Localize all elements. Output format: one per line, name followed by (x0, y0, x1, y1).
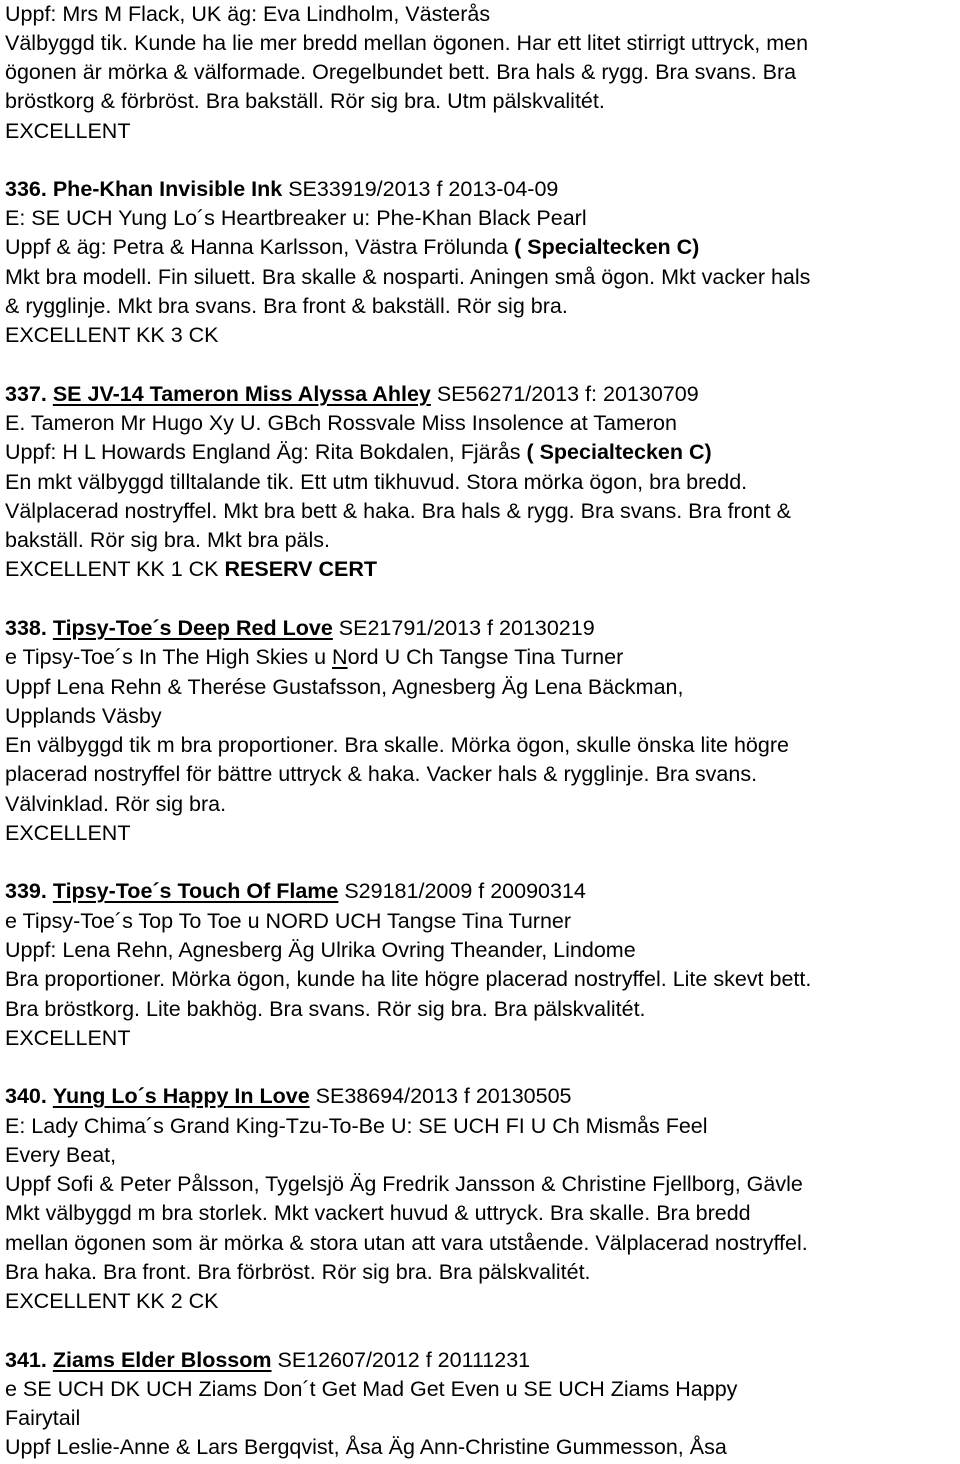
entry-338-heading (5, 614, 954, 643)
prev-critique-line-1: Välbyggd tik. Kunde ha lie mer bredd mellan ögonen. Har ett litet stirrigt uttryck, men (5, 31, 809, 55)
entry-339-parents: e Tipsy-Toe´s Top To Toe u NORD UCH Tangse Tina Turner (5, 909, 572, 933)
entry-338-result: EXCELLENT (5, 821, 131, 845)
entry-337-heading (5, 380, 954, 409)
prev-critique-line-3: bröstkorg & förbröst. Bra bakställ. Rör sig bra. Utm pälskvalitét. (5, 89, 605, 113)
certificate: RESERV CERT (224, 557, 378, 581)
dog-name: Ziams Elder Blossom (52, 1348, 272, 1372)
entry-340-parents-1: E: Lady Chima´s Grand King-Tzu-To-Be U: SE UCH FI U Ch Mismås Feel (5, 1114, 708, 1138)
prev-owner-line: Uppf: Mrs M Flack, UK äg: Eva Lindholm, Västerås (5, 2, 491, 26)
dog-name: Yung Lo´s Happy In Love (52, 1084, 310, 1108)
entry-number: 337. (5, 382, 47, 406)
entry-number: 339. (5, 879, 47, 903)
entry-339-critique-1: Bra proportioner. Mörka ögon, kunde ha lite högre placerad nostryffel. Lite skevt bett. (5, 967, 812, 991)
entry-338-parents: e Tipsy-Toe´s In The High Skies u Nord U Ch Tangse Tina Turner (5, 645, 624, 669)
entry-340-critique-1: Mkt välbyggd m bra storlek. Mkt vackert huvud & uttryck. Bra skalle. Bra bredd (5, 1201, 751, 1225)
entry-338-critique-3: Välvinklad. Rör sig bra. (5, 792, 227, 816)
prev-result: EXCELLENT (5, 119, 131, 143)
entry-339-critique-2: Bra bröstkorg. Lite bakhög. Bra svans. Rör sig bra. Bra pälskvalitét. (5, 997, 646, 1021)
entry-340-critique-3: Bra haka. Bra front. Bra förbröst. Rör sig bra. Bra pälskvalitét. (5, 1260, 591, 1284)
entry-340-critique-2: mellan ögonen som är mörka & stora utan att vara utstående. Välplacerad nostryffel. (5, 1231, 808, 1255)
entry-number: 340. (5, 1084, 47, 1108)
registration: SE38694/2013 f 20130505 (315, 1084, 572, 1108)
registration: SE33919/2013 f 2013-04-09 (288, 177, 559, 201)
registration: S29181/2009 f 20090314 (344, 879, 586, 903)
dog-name: Phe-Khan Invisible Ink (52, 177, 283, 201)
entry-337-result: EXCELLENT KK 1 CK RESERV CERT (5, 557, 378, 581)
entry-337-parents: E. Tameron Mr Hugo Xy U. GBch Rossvale Miss Insolence at Tameron (5, 411, 677, 435)
entry-336-result: EXCELLENT KK 3 CK (5, 323, 219, 347)
prev-critique-line-2: ögonen är mörka & välformade. Oregelbundet bett. Bra hals & rygg. Bra svans. Bra (5, 60, 797, 84)
entry-340-parents-2: Every Beat, (5, 1143, 117, 1167)
entry-337-owner: Uppf: H L Howards England Äg: Rita Bokdalen, Fjärås ( Specialtecken C) (5, 440, 712, 464)
entry-337-critique-1: En mkt välbyggd tilltalande tik. Ett utm tikhuvud. Stora mörka ögon, bra bredd. (5, 470, 748, 494)
dog-name: Tipsy-Toe´s Touch Of Flame (52, 879, 339, 903)
entry-338-owner-1: Uppf Lena Rehn & Therése Gustafsson, Agnesberg Äg Lena Bäckman, (5, 675, 684, 699)
entry-337-critique-3: bakställ. Rör sig bra. Mkt bra päls. (5, 528, 331, 552)
entry-337-critique-2: Välplacerad nostryffel. Mkt bra bett & haka. Bra hals & rygg. Bra svans. Bra front & (5, 499, 791, 523)
entry-341-owner: Uppf Leslie-Anne & Lars Bergqvist, Åsa Äg Ann-Christine Gummesson, Åsa (5, 1435, 727, 1459)
entry-336-owner: Uppf & äg: Petra & Hanna Karlsson, Västra Frölunda ( Specialtecken C) (5, 235, 700, 259)
entry-341-parents-2: Fairytail (5, 1406, 81, 1430)
entry-number: 336. (5, 177, 47, 201)
entry-341-parents-1: e SE UCH DK UCH Ziams Don´t Get Mad Get Even u SE UCH Ziams Happy (5, 1377, 738, 1401)
entry-number: 338. (5, 616, 47, 640)
special-mark: ( Specialtecken C) (514, 235, 700, 259)
dog-name: Tipsy-Toe´s Deep Red Love (52, 616, 333, 640)
entry-338-critique-1: En välbyggd tik m bra proportioner. Bra skalle. Mörka ögon, skulle önska lite högre (5, 733, 789, 757)
registration: SE56271/2013 f: 20130709 (436, 382, 699, 406)
entry-338-critique-2: placerad nostryffel för bättre uttryck & haka. Vacker hals & rygglinje. Bra svans. (5, 762, 758, 786)
entry-336-critique-2: & rygglinje. Mkt bra svans. Bra front & bakställ. Rör sig bra. (5, 294, 568, 318)
entry-340-heading (5, 1082, 954, 1111)
entry-340-result: EXCELLENT KK 2 CK (5, 1289, 219, 1313)
entry-336-critique-1: Mkt bra modell. Fin siluett. Bra skalle & nosparti. Aningen små ögon. Mkt vacker hals (5, 265, 811, 289)
entry-339-result: EXCELLENT (5, 1026, 131, 1050)
entry-339-heading (5, 877, 954, 906)
dog-name: SE JV-14 Tameron Miss Alyssa Ahley (52, 382, 431, 406)
entry-338-owner-2: Upplands Väsby (5, 704, 162, 728)
entry-336-parents: E: SE UCH Yung Lo´s Heartbreaker u: Phe-Khan Black Pearl (5, 206, 587, 230)
entry-341-heading (5, 1346, 954, 1375)
registration: SE12607/2012 f 20111231 (277, 1348, 531, 1372)
entry-336-heading (5, 175, 954, 204)
entry-339-owner: Uppf: Lena Rehn, Agnesberg Äg Ulrika Ovring Theander, Lindome (5, 938, 636, 962)
entry-number: 341. (5, 1348, 47, 1372)
entry-340-owner: Uppf Sofi & Peter Pålsson, Tygelsjö Äg Fredrik Jansson & Christine Fjellborg, Gävle (5, 1172, 803, 1196)
special-mark: ( Specialtecken C) (526, 440, 712, 464)
registration: SE21791/2013 f 20130219 (338, 616, 595, 640)
